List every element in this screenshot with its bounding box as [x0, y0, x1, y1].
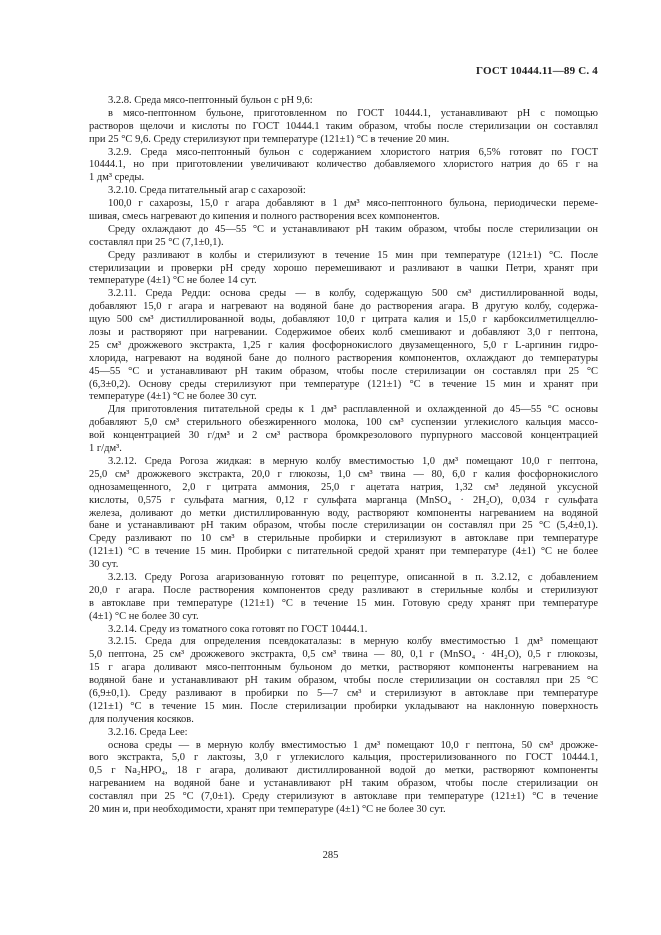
text-line-content: шивая, смесь нагревают до кипения и полного растворения всех компонентов.	[89, 211, 440, 223]
text-line	[89, 301, 598, 314]
text-line	[89, 520, 598, 533]
text-line-content: 100,0 г сахарозы, 15,0 г агара добавляют в 1 дм³ мясо-пептонного бульона, периодически переме-	[108, 198, 598, 210]
paragraph-3-2-12	[89, 456, 598, 572]
paragraph-3-2-11	[89, 288, 598, 404]
text-line	[89, 533, 598, 546]
text-line-content: водяной бане и устанавливают рН таким образом, чтобы после стерилизации он составлял при 25 °C	[89, 675, 598, 687]
text-line-content: лозы и растворяют при нагревании. Содержимое обеих колб смешивают и добавляют 3,0 г пептона,	[89, 327, 598, 339]
text-line	[89, 482, 598, 495]
text-line-content: 45—55 °C и устанавливают рН таким образом, чтобы после стерилизации он составлял при 25 °C	[89, 365, 598, 377]
text-line-content: температуре (4±1) °C не более 30 сут.	[89, 391, 257, 403]
text-line	[89, 727, 598, 740]
page-number: 285	[322, 850, 339, 861]
text-line-content: (6,3±0,2). Основу среды стерилизуют при температуре (121±1) °C в течение 15 мин и хранят при	[89, 378, 598, 390]
document-body	[89, 95, 598, 817]
text-line	[89, 404, 598, 417]
text-line-content: в автоклаве при температуре (121±1) °C в течение 15 мин. Готовую среду хранят при температуре	[89, 597, 598, 609]
text-line-content: 3.2.9. Среда мясо-пептонный бульон с содержанием хлористого натрия 6,5% готовят по ГОСТ	[108, 146, 598, 158]
paragraph-3-2-11-preparation	[89, 404, 598, 456]
text-line-content: 25 см³ дрожжевого экстракта, 1,25 г калия фосфорнокислого двузамещенного, 5,0 г L-аргинин гидро-	[89, 339, 598, 351]
text-line	[89, 185, 598, 198]
paragraph-3-2-16-heading	[89, 727, 598, 740]
text-line	[89, 636, 598, 649]
text-line-content: составлял при 25 °C (7,0±1). Среду стерилизуют в автоклаве при температуре (121±1) °C в течение	[89, 791, 598, 803]
text-line	[89, 288, 598, 301]
text-line	[89, 585, 598, 598]
text-line-content: (121±1) °C в течение 15 мин. После стерилизации пробирки укладывают на наклонную поверхность	[89, 700, 598, 712]
text-line	[89, 198, 598, 211]
text-line-content: для получения косяков.	[89, 713, 194, 725]
text-line	[89, 752, 598, 765]
text-line	[89, 159, 598, 172]
paragraph-3-2-10-heading	[89, 185, 598, 198]
text-line-content: 3.2.11. Среда Редди: основа среды — в колбу, содержащую 500 см³ дистиллированной воды,	[108, 288, 598, 300]
text-line	[89, 662, 598, 675]
text-line	[89, 224, 598, 237]
text-line	[89, 611, 598, 624]
text-line	[89, 688, 598, 701]
text-line	[89, 701, 598, 714]
text-line	[89, 250, 598, 263]
text-line-content: нагреванием на водяной бане и устанавливают рН таким образом, чтобы после стерилизации он	[89, 778, 598, 790]
text-line	[89, 353, 598, 366]
text-line	[89, 340, 598, 353]
text-line	[89, 263, 598, 276]
text-line-content: Среду разливают в колбы и стерилизуют в течение 15 мин при температуре (121±1) °C. После	[108, 249, 598, 261]
paragraph-3-2-13	[89, 572, 598, 624]
text-line-content: основа среды — в мерную колбу вместимостью 1 дм³ помещают 10,0 г пептона, 50 см³ дрожже-	[108, 739, 598, 751]
text-line-content: 20 мин и, при необходимости, хранят при температуре (4±1) °C не более 30 сут.	[89, 803, 446, 815]
text-line	[89, 804, 598, 817]
text-line	[89, 379, 598, 392]
text-line-content: 3.2.10. Среда питательный агар с сахарозой:	[108, 185, 306, 197]
text-line-content: 1 г/дм³.	[89, 443, 122, 455]
text-line-content: 25,0 см³ дрожжевого экстракта, 20,0 г глюкозы, 1,0 см³ твина — 80, 6,0 г калия фосфорнокислого	[89, 468, 598, 480]
text-line	[89, 559, 598, 572]
document-header: ГОСТ 10444.11—89 С. 4	[476, 65, 598, 77]
text-line	[89, 211, 598, 224]
text-line-content: 3.2.16. Среда Lee:	[108, 726, 188, 738]
text-line	[89, 649, 598, 662]
text-line-content: Для приготовления питательной среды к 1 дм³ расплавленной и охлажденной до 45—55 °C основы	[108, 404, 598, 416]
text-line	[89, 95, 598, 108]
paragraph-3-2-10-cooling	[89, 224, 598, 250]
text-line	[89, 108, 598, 121]
text-line-content: добавляют 15,0 г агара и нагревают на водяной бане до растворения агара. В другую колбу, содержа-	[89, 301, 598, 313]
text-line	[89, 469, 598, 482]
text-line	[89, 430, 598, 443]
text-line-content: 0,5 г Na₂HPO₄, 18 г агара, доливают дистиллированной водой до метки, растворяют компоненты	[89, 765, 598, 777]
text-line	[89, 147, 598, 160]
text-line-content: в мясо-пептонном бульоне, приготовленном по ГОСТ 10444.1, устанавливают рН с помощью	[108, 107, 598, 119]
text-line	[89, 572, 598, 585]
text-line	[89, 443, 598, 456]
text-line	[89, 391, 598, 404]
text-line	[89, 417, 598, 430]
text-line-content: железа, доливают до метки дистиллированную воду, растворяют компоненты нагреванием на водяной	[89, 507, 598, 519]
paragraph-3-2-14	[89, 624, 598, 637]
text-line-content: Среду разливают по 10 см³ в стерильные пробирки и стерилизуют в автоклаве при температуре	[89, 533, 598, 545]
paragraph-3-2-16-body	[89, 740, 598, 817]
text-line	[89, 121, 598, 134]
text-line-content: кислоты, 0,575 г сульфата магния, 0,12 г сульфата марганца (MnSO₄ · 2H₂O), 0,034 г сульфата	[89, 494, 598, 506]
paragraph-3-2-8-body	[89, 108, 598, 147]
paragraph-3-2-15	[89, 636, 598, 726]
text-line-content: однозамещенного, 2,0 г цитрата аммония, 25,0 г ацетата натрия, 1,32 см³ ледяной уксусной	[89, 481, 598, 493]
text-line	[89, 675, 598, 688]
text-line-content: 1 дм³ среды.	[89, 172, 145, 184]
text-line	[89, 598, 598, 611]
text-line-content: вой концентрацией 30 г/дм³ и 2 см³ раствора бромкрезолового пурпурного массовой концентрацией	[89, 430, 598, 442]
paragraph-3-2-10-sterilization	[89, 250, 598, 289]
text-line-content: Среду охлаждают до 45—55 °C и устанавливают рН таким образом, чтобы после стерилизации он	[108, 223, 598, 235]
text-line	[89, 172, 598, 185]
paragraph-3-2-8-heading	[89, 95, 598, 108]
paragraph-3-2-9	[89, 147, 598, 186]
text-line	[89, 740, 598, 753]
text-line	[89, 327, 598, 340]
text-line	[89, 778, 598, 791]
text-line-content: 20,0 г агара. После растворения компонентов среду разливают в стерильные колбы и стерилизуют	[89, 584, 598, 596]
text-line-content: температуре (4±1) °C не более 14 сут.	[89, 275, 257, 287]
text-line	[89, 508, 598, 521]
text-line-content: добавляют 5,0 см³ стерильного обезжиренного молока, 100 см³ суспензии углекислого кальция массо-	[89, 417, 598, 429]
text-line	[89, 495, 598, 508]
text-line	[89, 366, 598, 379]
text-line-content: 30 сут.	[89, 559, 119, 571]
text-line-content: составлял при 25 °C (7,1±0,1).	[89, 236, 224, 248]
text-line-content: при 25 °C 9,6. Среду стерилизуют при температуре (121±1) °C в течение 20 мин.	[89, 133, 450, 145]
text-line	[89, 624, 598, 637]
text-line-content: (4±1) °C не более 30 сут.	[89, 610, 199, 622]
text-line-content: щую 500 см³ дистиллированной воды, добавляют 10,0 г цитрата калия и 15,0 г карбоксилметилцеллю-	[89, 314, 598, 326]
text-line-content: бане и устанавливают рН таким образом, чтобы после стерилизации он составлял при 25 °C (5,4±0,1).	[89, 520, 598, 532]
text-line-content: стерилизации и проверки рН среду хорошо перемешивают и разливают в чашки Петри, хранят при	[89, 262, 598, 274]
text-line-content: 10444.1, но при приготовлении увеличивают количество добавляемого хлористого натрия до 65 г на	[89, 159, 598, 171]
text-line	[89, 765, 598, 778]
text-line	[89, 546, 598, 559]
text-line-content: 3.2.13. Среду Рогоза агаризованную готовят по рецептуре, описанной в п. 3.2.12, с добавлением	[108, 571, 598, 583]
text-line-content: 3.2.8. Среда мясо-пептонный бульон с рН 9,6:	[108, 95, 313, 106]
text-line-content: 15 г агара доливают мясо-пептонным бульоном до метки, растворяют компоненты нагреванием на	[89, 662, 598, 674]
text-line-content: 5,0 пептона, 25 см³ дрожжевого экстракта, 0,5 см³ твина — 80, 0,1 г (MnSO₄ · 4H₂O), 0,5 г глюкозы,	[89, 649, 598, 661]
text-line-content: хлорида, нагревают на водяной бане до полного растворения компонентов, охлаждают до температуры	[89, 352, 598, 364]
paragraph-3-2-10-recipe	[89, 198, 598, 224]
text-line	[89, 314, 598, 327]
text-line	[89, 714, 598, 727]
text-line	[89, 456, 598, 469]
text-line-content: растворов щелочи и кислоты по ГОСТ 10444.1 таким образом, чтобы после стерилизации он составлял	[89, 120, 598, 132]
text-line	[89, 791, 598, 804]
text-line-content: 3.2.14. Среду из томатного сока готовят по ГОСТ 10444.1.	[108, 623, 368, 635]
text-line-content: (121±1) °C в течение 15 мин. Пробирки с питательной средой хранят при температуре (4±1) °C не более	[89, 546, 598, 558]
text-line-content: (6,9±0,1). Среду разливают в пробирки по 5—7 см³ и стерилизуют в автоклаве при температуре	[89, 687, 598, 699]
text-line	[89, 134, 598, 147]
text-line-content: 3.2.15. Среда для определения псевдокаталазы: в мерную колбу вместимостью 1 дм³ помещают	[108, 636, 598, 648]
text-line	[89, 237, 598, 250]
text-line-content: вого экстракта, 5,0 г лактозы, 3,0 г углекислого кальция, простерилизованного по ГОСТ 10444.1,	[89, 752, 598, 764]
text-line-content: 3.2.12. Среда Рогоза жидкая: в мерную колбу вместимостью 1,0 дм³ помещают 10,0 г пептона,	[108, 455, 598, 467]
text-line	[89, 275, 598, 288]
